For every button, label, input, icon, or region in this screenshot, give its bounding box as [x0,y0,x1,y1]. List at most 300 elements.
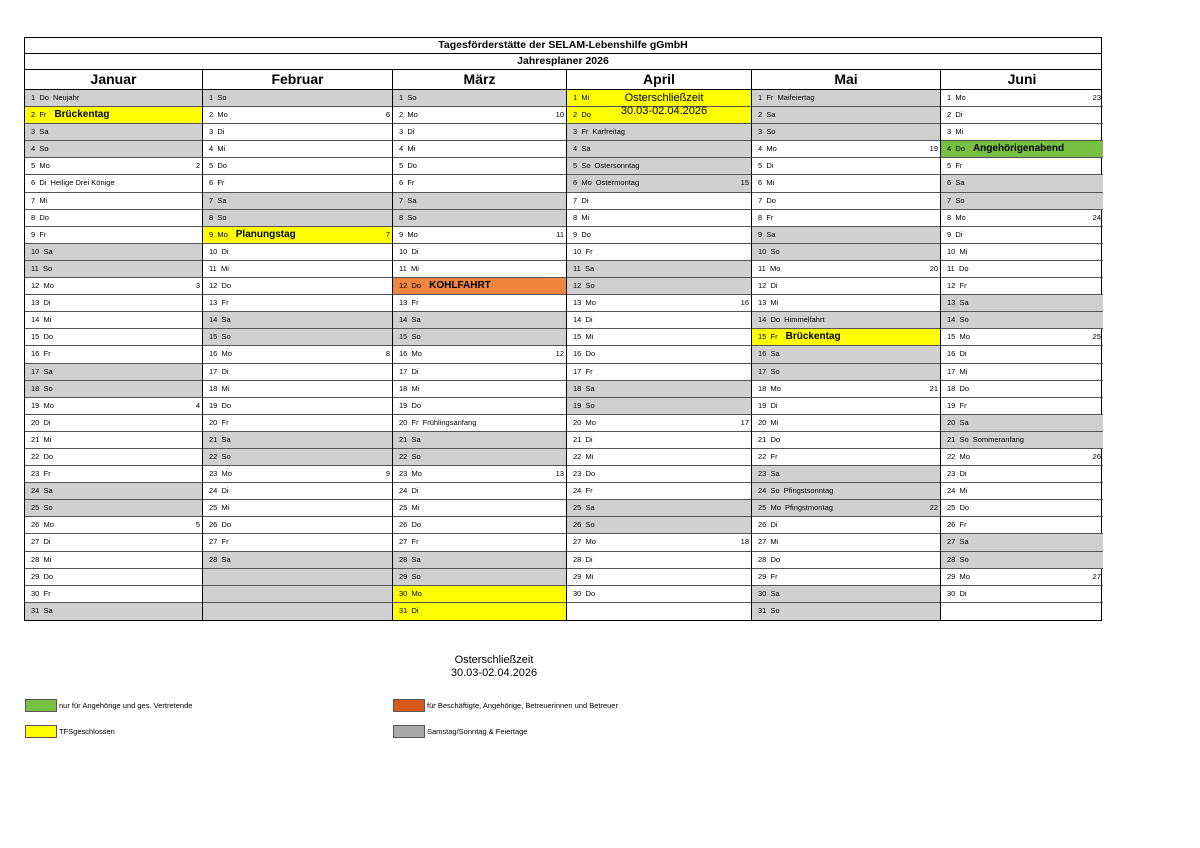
weekday: Mo [407,229,418,239]
day-number: 8 [31,212,36,222]
day-cell[interactable] [941,517,1103,534]
day-event: KOHLFAHRT [429,280,491,292]
day-cell[interactable] [567,210,751,227]
day-number: 20 [31,417,40,427]
day-cell[interactable] [203,346,392,363]
day-cell[interactable] [203,517,392,534]
day-cell[interactable] [393,107,566,124]
day-cell[interactable] [752,534,940,551]
day-cell[interactable] [752,141,940,158]
maerz-note-dates: 30.03-02.04.2026 [450,667,538,679]
day-cell[interactable] [752,552,940,569]
day-cell[interactable] [25,346,202,363]
day-cell[interactable] [567,552,751,569]
day-cell[interactable] [393,210,566,227]
day-cell[interactable] [567,466,751,483]
weekday: Do [407,161,417,171]
day-cell[interactable] [941,603,1103,620]
day-cell[interactable] [752,364,940,381]
weekday: Do [959,383,970,393]
weekday: So [959,554,969,564]
day-event: Planungstag [235,228,296,240]
weekday: Di [959,469,967,479]
day-cell[interactable] [941,90,1103,107]
day-cell[interactable] [567,329,751,346]
day-event: Pfingstsonntag [783,486,834,496]
day-cell[interactable] [25,517,202,534]
day-cell[interactable] [393,466,566,483]
day-cell[interactable] [567,175,751,192]
day-cell[interactable] [25,398,202,415]
day-cell[interactable] [941,500,1103,517]
weekday: Mo [959,332,970,342]
day-cell[interactable] [567,500,751,517]
day-cell[interactable] [941,158,1103,175]
day-cell[interactable] [752,158,940,175]
day-cell[interactable] [393,603,566,620]
weekday: Mi [581,212,590,222]
week-number: 22 [929,503,938,513]
weekday: Mi [959,246,968,256]
day-cell[interactable] [25,569,202,586]
day-number: 8 [947,212,952,222]
day-number: 29 [947,571,956,581]
day-cell[interactable] [393,278,566,295]
day-number: 30 [947,588,956,598]
weekday: So [585,400,595,410]
day-cell[interactable] [752,193,940,210]
day-cell[interactable] [941,261,1103,278]
day-cell[interactable] [941,449,1103,466]
day-cell[interactable] [25,244,202,261]
day-cell[interactable] [25,107,202,124]
day-cell[interactable] [752,227,940,244]
day-cell[interactable] [941,569,1103,586]
day-cell[interactable] [752,449,940,466]
weekday: Do [221,400,232,410]
day-cell[interactable] [567,364,751,381]
day-cell[interactable] [752,107,940,124]
day-number: 25 [399,503,408,513]
day-number: 29 [399,571,408,581]
day-cell[interactable] [752,329,940,346]
day-cell[interactable] [752,398,940,415]
day-cell[interactable] [25,312,202,329]
day-cell[interactable] [752,517,940,534]
day-number: 21 [573,434,582,444]
day-number: 22 [209,451,218,461]
day-number: 3 [209,127,214,137]
day-cell[interactable] [393,329,566,346]
day-cell[interactable] [941,586,1103,603]
week-number: 11 [556,229,564,239]
day-cell[interactable] [941,193,1103,210]
day-cell[interactable] [941,415,1103,432]
day-cell[interactable] [941,278,1103,295]
week-number: 25 [1092,332,1101,342]
day-number: 9 [209,229,214,239]
day-cell[interactable] [941,124,1103,141]
day-cell[interactable] [393,500,566,517]
day-cell[interactable] [203,586,392,603]
day-cell[interactable] [567,261,751,278]
day-number: 21 [758,434,767,444]
day-cell[interactable] [203,90,392,107]
day-cell[interactable] [203,500,392,517]
day-cell[interactable] [393,141,566,158]
weekday: So [585,281,595,291]
weekday: Mo [766,144,777,154]
day-cell[interactable] [567,603,751,620]
weekday: Fr [959,400,967,410]
day-cell[interactable] [25,534,202,551]
day-cell[interactable] [393,432,566,449]
day-cell[interactable] [25,193,202,210]
day-cell[interactable] [203,329,392,346]
day-number: 10 [947,246,956,256]
day-cell[interactable] [203,124,392,141]
day-cell[interactable] [25,552,202,569]
day-cell[interactable] [203,158,392,175]
day-cell[interactable] [567,278,751,295]
day-cell[interactable] [203,278,392,295]
weekday: Fr [766,93,774,102]
day-cell[interactable] [25,278,202,295]
day-cell[interactable] [567,483,751,500]
day-cell[interactable] [203,364,392,381]
day-cell[interactable] [752,312,940,329]
day-cell[interactable] [567,517,751,534]
day-cell[interactable] [567,586,751,603]
day-cell[interactable] [567,193,751,210]
day-cell[interactable] [752,90,940,107]
day-number: 13 [758,298,767,308]
day-cell[interactable] [752,244,940,261]
legend-gray-label: Samstag/Sonntag & Feiertage [427,727,528,736]
day-cell[interactable] [941,534,1103,551]
weekday: So [959,434,969,444]
day-cell[interactable] [752,432,940,449]
day-cell[interactable] [25,466,202,483]
day-cell[interactable] [567,244,751,261]
weekday: Mo [585,298,596,308]
day-cell[interactable] [25,175,202,192]
day-cell[interactable] [203,312,392,329]
day-cell[interactable] [393,552,566,569]
weekday: Fr [411,537,419,547]
day-cell[interactable] [25,483,202,500]
weekday: Do [959,503,970,513]
week-number: 21 [929,383,938,393]
day-cell[interactable] [393,90,566,107]
day-cell[interactable] [203,227,392,244]
weekday: Do [581,110,591,120]
weekday: Mo [955,212,966,222]
weekday: Do [39,93,49,102]
day-cell[interactable] [203,466,392,483]
day-cell[interactable] [941,244,1103,261]
day-cell[interactable] [393,227,566,244]
day-number: 14 [209,315,218,325]
day-cell[interactable] [25,415,202,432]
weekday: So [411,332,421,342]
day-cell[interactable] [567,415,751,432]
day-cell[interactable] [25,261,202,278]
day-cell[interactable] [567,227,751,244]
day-cell[interactable] [393,398,566,415]
day-number: 12 [947,281,956,291]
day-cell[interactable] [25,295,202,312]
day-cell[interactable] [567,141,751,158]
day-cell[interactable] [203,141,392,158]
day-number: 14 [758,315,767,325]
day-cell[interactable] [25,500,202,517]
weekday: Di [217,127,225,137]
day-cell[interactable] [941,483,1103,500]
day-number: 17 [31,366,40,376]
day-cell[interactable] [567,124,751,141]
april-note-dates: 30.03-02.04.2026 [620,105,708,117]
day-cell[interactable] [567,295,751,312]
day-cell[interactable] [941,398,1103,415]
weekday: So [411,451,421,461]
day-number: 9 [31,229,36,239]
weekday: Di [955,110,963,120]
weekday: So [770,246,780,256]
day-event: Ostermontag [595,178,640,188]
day-cell[interactable] [752,603,940,620]
day-event: Sommeranfang [972,434,1024,444]
week-number: 19 [929,144,938,154]
legend-gray-swatch [393,725,425,738]
day-cell[interactable] [567,432,751,449]
day-cell[interactable] [752,175,940,192]
weekday: Do [958,263,969,273]
weekday: Di [585,554,593,564]
day-cell[interactable] [941,107,1103,124]
day-number: 24 [947,486,956,496]
weekday: Mi [43,434,52,444]
day-number: 28 [573,554,582,564]
day-cell[interactable] [393,364,566,381]
day-cell[interactable] [941,312,1103,329]
day-cell[interactable] [393,517,566,534]
weekday: Sa [766,229,776,239]
day-cell[interactable] [203,483,392,500]
weekday: So [39,144,49,154]
day-cell[interactable] [567,534,751,551]
day-cell[interactable] [25,227,202,244]
day-cell[interactable] [25,210,202,227]
weekday: Di [407,127,415,137]
day-cell[interactable] [752,500,940,517]
day-cell[interactable] [752,466,940,483]
day-cell[interactable] [25,90,202,107]
day-cell[interactable] [567,346,751,363]
day-cell[interactable] [393,534,566,551]
week-number: 26 [1092,451,1101,461]
day-cell[interactable] [25,364,202,381]
day-cell[interactable] [941,175,1103,192]
week-number: 10 [555,110,564,120]
day-cell[interactable] [393,244,566,261]
day-cell[interactable] [203,381,392,398]
day-number: 19 [31,400,40,410]
weekday: Do [770,554,781,564]
day-cell[interactable] [393,415,566,432]
day-number: 2 [758,110,763,120]
day-cell[interactable] [25,329,202,346]
day-cell[interactable] [941,346,1103,363]
day-cell[interactable] [567,312,751,329]
day-cell[interactable] [393,158,566,175]
day-cell[interactable] [203,261,392,278]
day-cell[interactable] [25,432,202,449]
day-cell[interactable] [393,175,566,192]
day-number: 18 [31,383,40,393]
day-number: 26 [758,520,767,530]
weekday: Di [581,195,589,205]
weekday: Mi [770,298,779,308]
legend-green-label: nur für Angehörige und ges. Vertretende [59,701,193,710]
day-number: 12 [31,281,40,291]
day-number: 24 [399,486,408,496]
month-name: Januar [25,70,203,89]
day-cell[interactable] [941,432,1103,449]
day-cell[interactable] [752,278,940,295]
day-cell[interactable] [567,569,751,586]
day-cell[interactable] [941,227,1103,244]
day-cell[interactable] [25,603,202,620]
day-cell[interactable] [393,381,566,398]
weekday: Mo [411,469,422,479]
day-cell[interactable] [203,210,392,227]
day-cell[interactable] [25,381,202,398]
day-cell[interactable] [203,534,392,551]
day-event: Himmelfahrt [784,315,825,325]
weekday: Mo [769,263,781,273]
day-cell[interactable] [941,295,1103,312]
day-cell[interactable] [752,261,940,278]
day-cell[interactable] [203,295,392,312]
month-column [203,90,393,620]
week-number: 27 [1092,571,1101,581]
day-cell[interactable] [25,586,202,603]
day-cell[interactable] [567,381,751,398]
day-cell[interactable] [393,193,566,210]
day-cell[interactable] [752,381,940,398]
weekday: Do [581,229,591,239]
day-cell[interactable] [393,569,566,586]
day-cell[interactable] [941,141,1103,158]
day-cell[interactable] [203,193,392,210]
weekday: Di [43,298,51,308]
day-number: 29 [573,571,582,581]
weekday: Sa [221,434,231,444]
day-cell[interactable] [752,415,940,432]
day-cell[interactable] [203,569,392,586]
day-cell[interactable] [203,552,392,569]
day-number: 6 [31,178,36,188]
weekday: So [43,383,53,393]
day-cell[interactable] [752,346,940,363]
day-number: 24 [573,486,582,496]
day-number: 8 [399,212,404,222]
day-cell[interactable] [25,124,202,141]
weekday: Fr [585,486,593,496]
day-number: 4 [947,144,952,154]
weekday: So [770,366,780,376]
day-cell[interactable] [25,158,202,175]
day-number: 5 [947,161,952,171]
day-number: 2 [399,110,404,120]
day-cell[interactable] [393,124,566,141]
day-cell[interactable] [393,449,566,466]
day-cell[interactable] [25,141,202,158]
weekday: Di [43,417,51,427]
day-number: 7 [209,195,214,205]
day-number: 9 [573,229,578,239]
day-cell[interactable] [203,432,392,449]
day-cell[interactable] [752,210,940,227]
weekday: Di [411,246,419,256]
week-number: 16 [740,298,749,308]
day-cell[interactable] [752,483,940,500]
weekday: So [217,93,227,102]
weekday: Di [955,229,963,239]
weekday: Mo [411,588,422,598]
day-cell[interactable] [941,552,1103,569]
day-cell[interactable] [25,449,202,466]
day-number: 26 [947,520,956,530]
day-cell[interactable] [752,124,940,141]
day-cell[interactable] [393,483,566,500]
day-cell[interactable] [567,158,751,175]
day-cell[interactable] [393,295,566,312]
day-cell[interactable] [203,175,392,192]
day-cell[interactable] [941,329,1103,346]
day-cell[interactable] [941,210,1103,227]
day-cell[interactable] [393,586,566,603]
day-cell[interactable] [752,569,940,586]
weekday: Mi [766,178,775,188]
day-number: 19 [947,400,956,410]
day-cell[interactable] [941,381,1103,398]
day-cell[interactable] [567,449,751,466]
weekday: So [407,93,417,102]
day-cell[interactable] [752,586,940,603]
day-cell[interactable] [203,449,392,466]
day-cell[interactable] [203,603,392,620]
day-cell[interactable] [941,466,1103,483]
day-cell[interactable] [203,398,392,415]
day-cell[interactable] [393,346,566,363]
weekday: Sa [43,486,53,496]
day-number: 30 [758,588,767,598]
day-cell[interactable] [203,107,392,124]
day-cell[interactable] [393,261,566,278]
day-cell[interactable] [567,398,751,415]
day-number: 15 [31,332,40,342]
day-number: 30 [399,588,408,598]
day-number: 19 [209,400,218,410]
day-cell[interactable] [752,295,940,312]
day-cell[interactable] [203,415,392,432]
day-number: 7 [947,195,952,205]
day-cell[interactable] [203,244,392,261]
day-cell[interactable] [941,364,1103,381]
day-cell[interactable] [393,312,566,329]
